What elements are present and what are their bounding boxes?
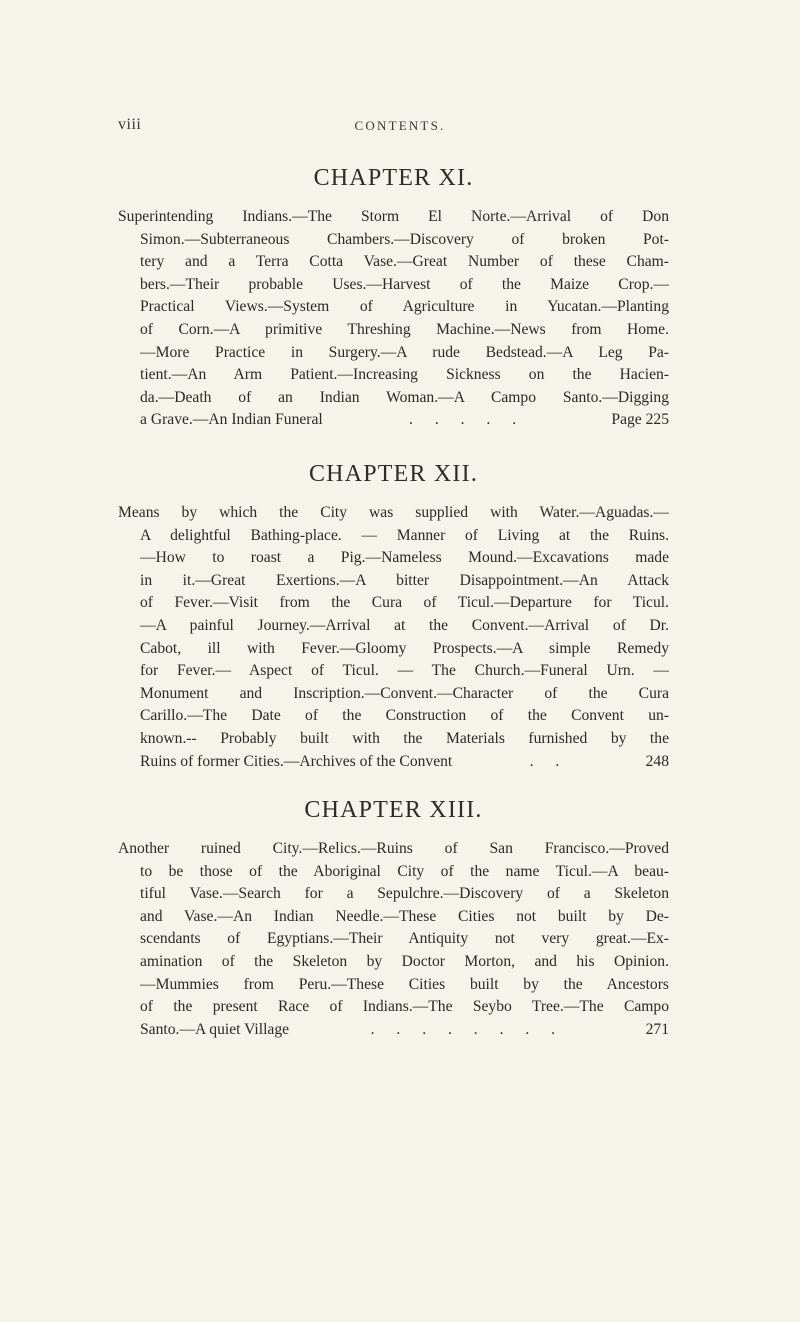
chapter-title: CHAPTER XI.	[313, 165, 474, 191]
summary-line: for Fever.— Aspect of Ticul. — The Church.—Funeral Urn. —	[140, 662, 669, 680]
summary-line: A delightful Bathing-place. — Manner of Living at the Ruins.	[140, 526, 669, 544]
summary-line: Practical Views.—System of Agriculture in Yucatan.—Planting	[140, 298, 669, 316]
summary-line: of the present Race of Indians.—The Seybo Tree.—The Campo	[140, 998, 669, 1016]
page-reference: 248	[645, 752, 669, 770]
summary-line: and Vase.—An Indian Needle.—These Cities not built by De-	[140, 907, 669, 925]
page-reference: Page 225	[611, 411, 669, 429]
summary-line: bers.—Their probable Uses.—Harvest of the Maize Crop.—	[140, 275, 669, 293]
summary-line: scendants of Egyptians.—Their Antiquity not very great.—Ex-	[140, 930, 669, 948]
summary-line: known.-- Probably built with the Materials furnished by the	[140, 729, 669, 747]
chapter-summary	[118, 206, 669, 432]
page-reference: 271	[645, 1020, 669, 1038]
summary-line: tery and a Terra Cotta Vase.—Great Number of these Cham-	[140, 253, 669, 271]
summary-last-line	[118, 409, 669, 432]
summary-line: —How to roast a Pig.—Nameless Mound.—Excavations made	[140, 549, 669, 567]
summary-line: tient.—An Arm Patient.—Increasing Sickness on the Hacien-	[140, 366, 669, 384]
summary-line: of Corn.—A primitive Threshing Machine.—News from Home.	[140, 320, 669, 338]
summary-line: Superintending Indians.—The Storm El Norte.—Arrival of Don	[118, 208, 669, 225]
dot-leader: . . . . .	[409, 411, 526, 429]
chapter-title: CHAPTER XIII.	[304, 797, 483, 823]
summary-last-line	[118, 751, 669, 774]
summary-line: Simon.—Subterraneous Chambers.—Discovery of broken Pot-	[140, 230, 669, 248]
chapter-summary	[118, 838, 669, 1041]
summary-line: da.—Death of an Indian Woman.—A Campo Santo.—Digging	[140, 388, 669, 406]
summary-line: Cabot, ill with Fever.—Gloomy Prospects.—A simple Remedy	[140, 639, 669, 657]
summary-line: tiful Vase.—Search for a Sepulchre.—Discovery of a Skeleton	[140, 885, 669, 903]
summary-line: amination of the Skeleton by Doctor Morton, and his Opinion.	[140, 952, 669, 970]
running-head: CONTENTS.	[354, 118, 446, 133]
summary-line: in it.—Great Exertions.—A bitter Disappointment.—An Attack	[140, 571, 669, 589]
summary-line: Santo.—A quiet Village	[140, 1020, 290, 1038]
summary-line: Means by which the City was supplied with Water.—Aguadas.—	[118, 504, 669, 521]
summary-line: Another ruined City.—Relics.—Ruins of San Francisco.—Proved	[118, 840, 669, 857]
dot-leader: . . . . . . . .	[370, 1020, 565, 1038]
chapter-title: CHAPTER XII.	[308, 461, 479, 487]
page-folio: viii	[118, 116, 142, 133]
summary-line: —More Practice in Surgery.—A rude Bedstead.—A Leg Pa-	[140, 343, 669, 361]
summary-line: a Grave.—An Indian Funeral	[140, 411, 323, 429]
chapter-11-entry	[118, 165, 669, 432]
summary-line: —A painful Journey.—Arrival at the Convent.—Arrival of Dr.	[140, 616, 669, 634]
summary-line: Carillo.—The Date of the Construction of the Convent un-	[140, 707, 669, 725]
summary-line: Monument and Inscription.—Convent.—Character of the Cura	[140, 684, 669, 702]
chapter-summary	[118, 502, 669, 773]
summary-line: of Fever.—Visit from the Cura of Ticul.—Departure for Ticul.	[140, 594, 669, 612]
chapter-12-entry	[118, 461, 669, 773]
chapter-13-entry	[118, 797, 669, 1041]
summary-line: —Mummies from Peru.—These Cities built by the Ancestors	[140, 975, 669, 993]
summary-line: Ruins of former Cities.—Archives of the Convent	[140, 752, 453, 770]
summary-last-line	[118, 1019, 669, 1042]
summary-line: to be those of the Aboriginal City of the name Ticul.—A beau-	[140, 862, 669, 880]
dot-leader: . .	[529, 752, 569, 770]
